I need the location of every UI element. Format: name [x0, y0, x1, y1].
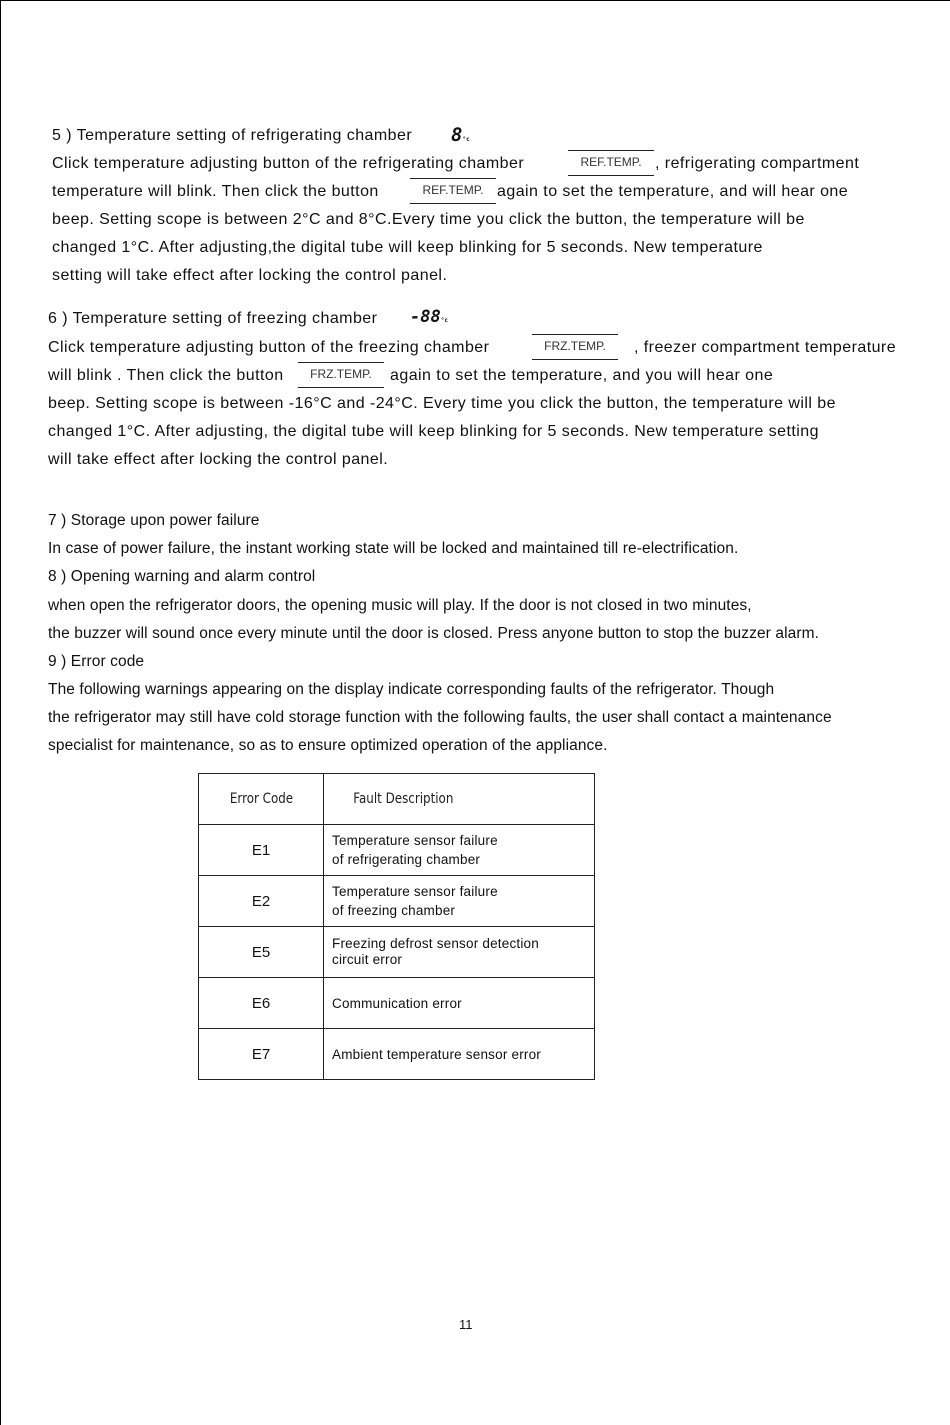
- table-row: [199, 927, 595, 978]
- section-9-line-1: The following warnings appearing on the display indicate corresponding faults of the refrigerator. Though: [48, 681, 775, 698]
- table-row: [199, 876, 595, 927]
- header-fault-description: Fault Description: [344, 774, 574, 825]
- section-6-heading: 6 ) Temperature setting of freezing chamber: [48, 310, 378, 327]
- fault-description-cell: Temperature sensor failure of refrigerating chamber: [324, 825, 595, 876]
- section-6-line-5: will take effect after locking the control panel.: [48, 451, 389, 468]
- section-6-line-4: changed 1°C. After adjusting, the digital tube will keep blinking for 5 seconds. New temperature setting: [48, 423, 819, 440]
- section-6-line-1: Click temperature adjusting button of the freezing chamber: [48, 339, 490, 356]
- section-5-line-2: temperature will blink. Then click the button: [52, 183, 379, 200]
- page-number: 11: [459, 1317, 473, 1332]
- fault-description-cell: Temperature sensor failure of freezing chamber: [324, 876, 595, 927]
- section-5-line-1: Click temperature adjusting button of the refrigerating chamber: [52, 155, 525, 172]
- error-code-table: [198, 773, 595, 1080]
- heading-text: 5 ) Temperature setting of refrigerating chamber: [52, 127, 413, 144]
- ref-temp-button-label-2: REF.TEMP.: [410, 178, 496, 204]
- error-code-cell: E5: [199, 927, 324, 978]
- section-9-heading: 9 ) Error code: [48, 653, 145, 670]
- section-5-line-2-tail: again to set the temperature, and will hear one: [497, 183, 849, 200]
- table-row: [199, 825, 595, 876]
- section-8-line-1: when open the refrigerator doors, the opening music will play. If the door is not closed in two minutes,: [48, 597, 752, 614]
- section-5-heading: [52, 126, 412, 146]
- section-7-text: In case of power failure, the instant working state will be locked and maintained till re-electrification.: [48, 540, 739, 557]
- refrigerator-display-icon: 8°c: [451, 124, 470, 146]
- section-5-line-3: beep. Setting scope is between 2°C and 8°C.Every time you click the button, the temperature will be: [52, 211, 805, 228]
- fault-description-cell: Freezing defrost sensor detection circuit error: [324, 927, 595, 978]
- ref-temp-button-label: REF.TEMP.: [568, 150, 654, 176]
- error-code-cell: E1: [199, 825, 324, 876]
- page-border-top: [0, 0, 950, 1]
- section-5-line-4: changed 1°C. After adjusting,the digital tube will keep blinking for 5 seconds. New temperature: [52, 239, 763, 256]
- error-code-cell: E7: [199, 1029, 324, 1080]
- section-9-line-3: specialist for maintenance, so as to ensure optimized operation of the appliance.: [48, 737, 608, 754]
- frz-temp-button-label-2: FRZ.TEMP.: [298, 362, 384, 388]
- frz-temp-button-label: FRZ.TEMP.: [532, 334, 618, 360]
- section-6-line-2-tail: again to set the temperature, and you will hear one: [390, 367, 774, 384]
- section-6-line-2: will blink . Then click the button: [48, 367, 284, 384]
- table-row: [199, 1029, 595, 1080]
- error-code-cell: E6: [199, 978, 324, 1029]
- page-border-left: [0, 0, 1, 1425]
- fault-description-cell: Communication error: [324, 978, 595, 1029]
- section-5-line-1-tail: , refrigerating compartment: [655, 155, 860, 172]
- section-7-heading: 7 ) Storage upon power failure: [48, 512, 260, 529]
- section-8-heading: 8 ) Opening warning and alarm control: [48, 568, 316, 585]
- freezer-display-icon: -88°c: [410, 307, 448, 327]
- header-error-code: Error Code: [208, 774, 314, 825]
- table-header-row: [199, 774, 595, 825]
- error-code-cell: E2: [199, 876, 324, 927]
- table-row: [199, 978, 595, 1029]
- section-5-line-5: setting will take effect after locking the control panel.: [52, 267, 448, 284]
- section-8-line-2: the buzzer will sound once every minute until the door is closed. Press anyone button to stop the buzzer alarm.: [48, 625, 820, 642]
- section-6-line-1-tail: , freezer compartment temperature: [634, 339, 897, 356]
- section-6-line-3: beep. Setting scope is between -16°C and -24°C. Every time you click the button, the temperature will be: [48, 395, 836, 412]
- section-9-line-2: the refrigerator may still have cold storage function with the following faults, the user shall contact a maintenance: [48, 709, 832, 726]
- fault-description-cell: Ambient temperature sensor error: [324, 1029, 595, 1080]
